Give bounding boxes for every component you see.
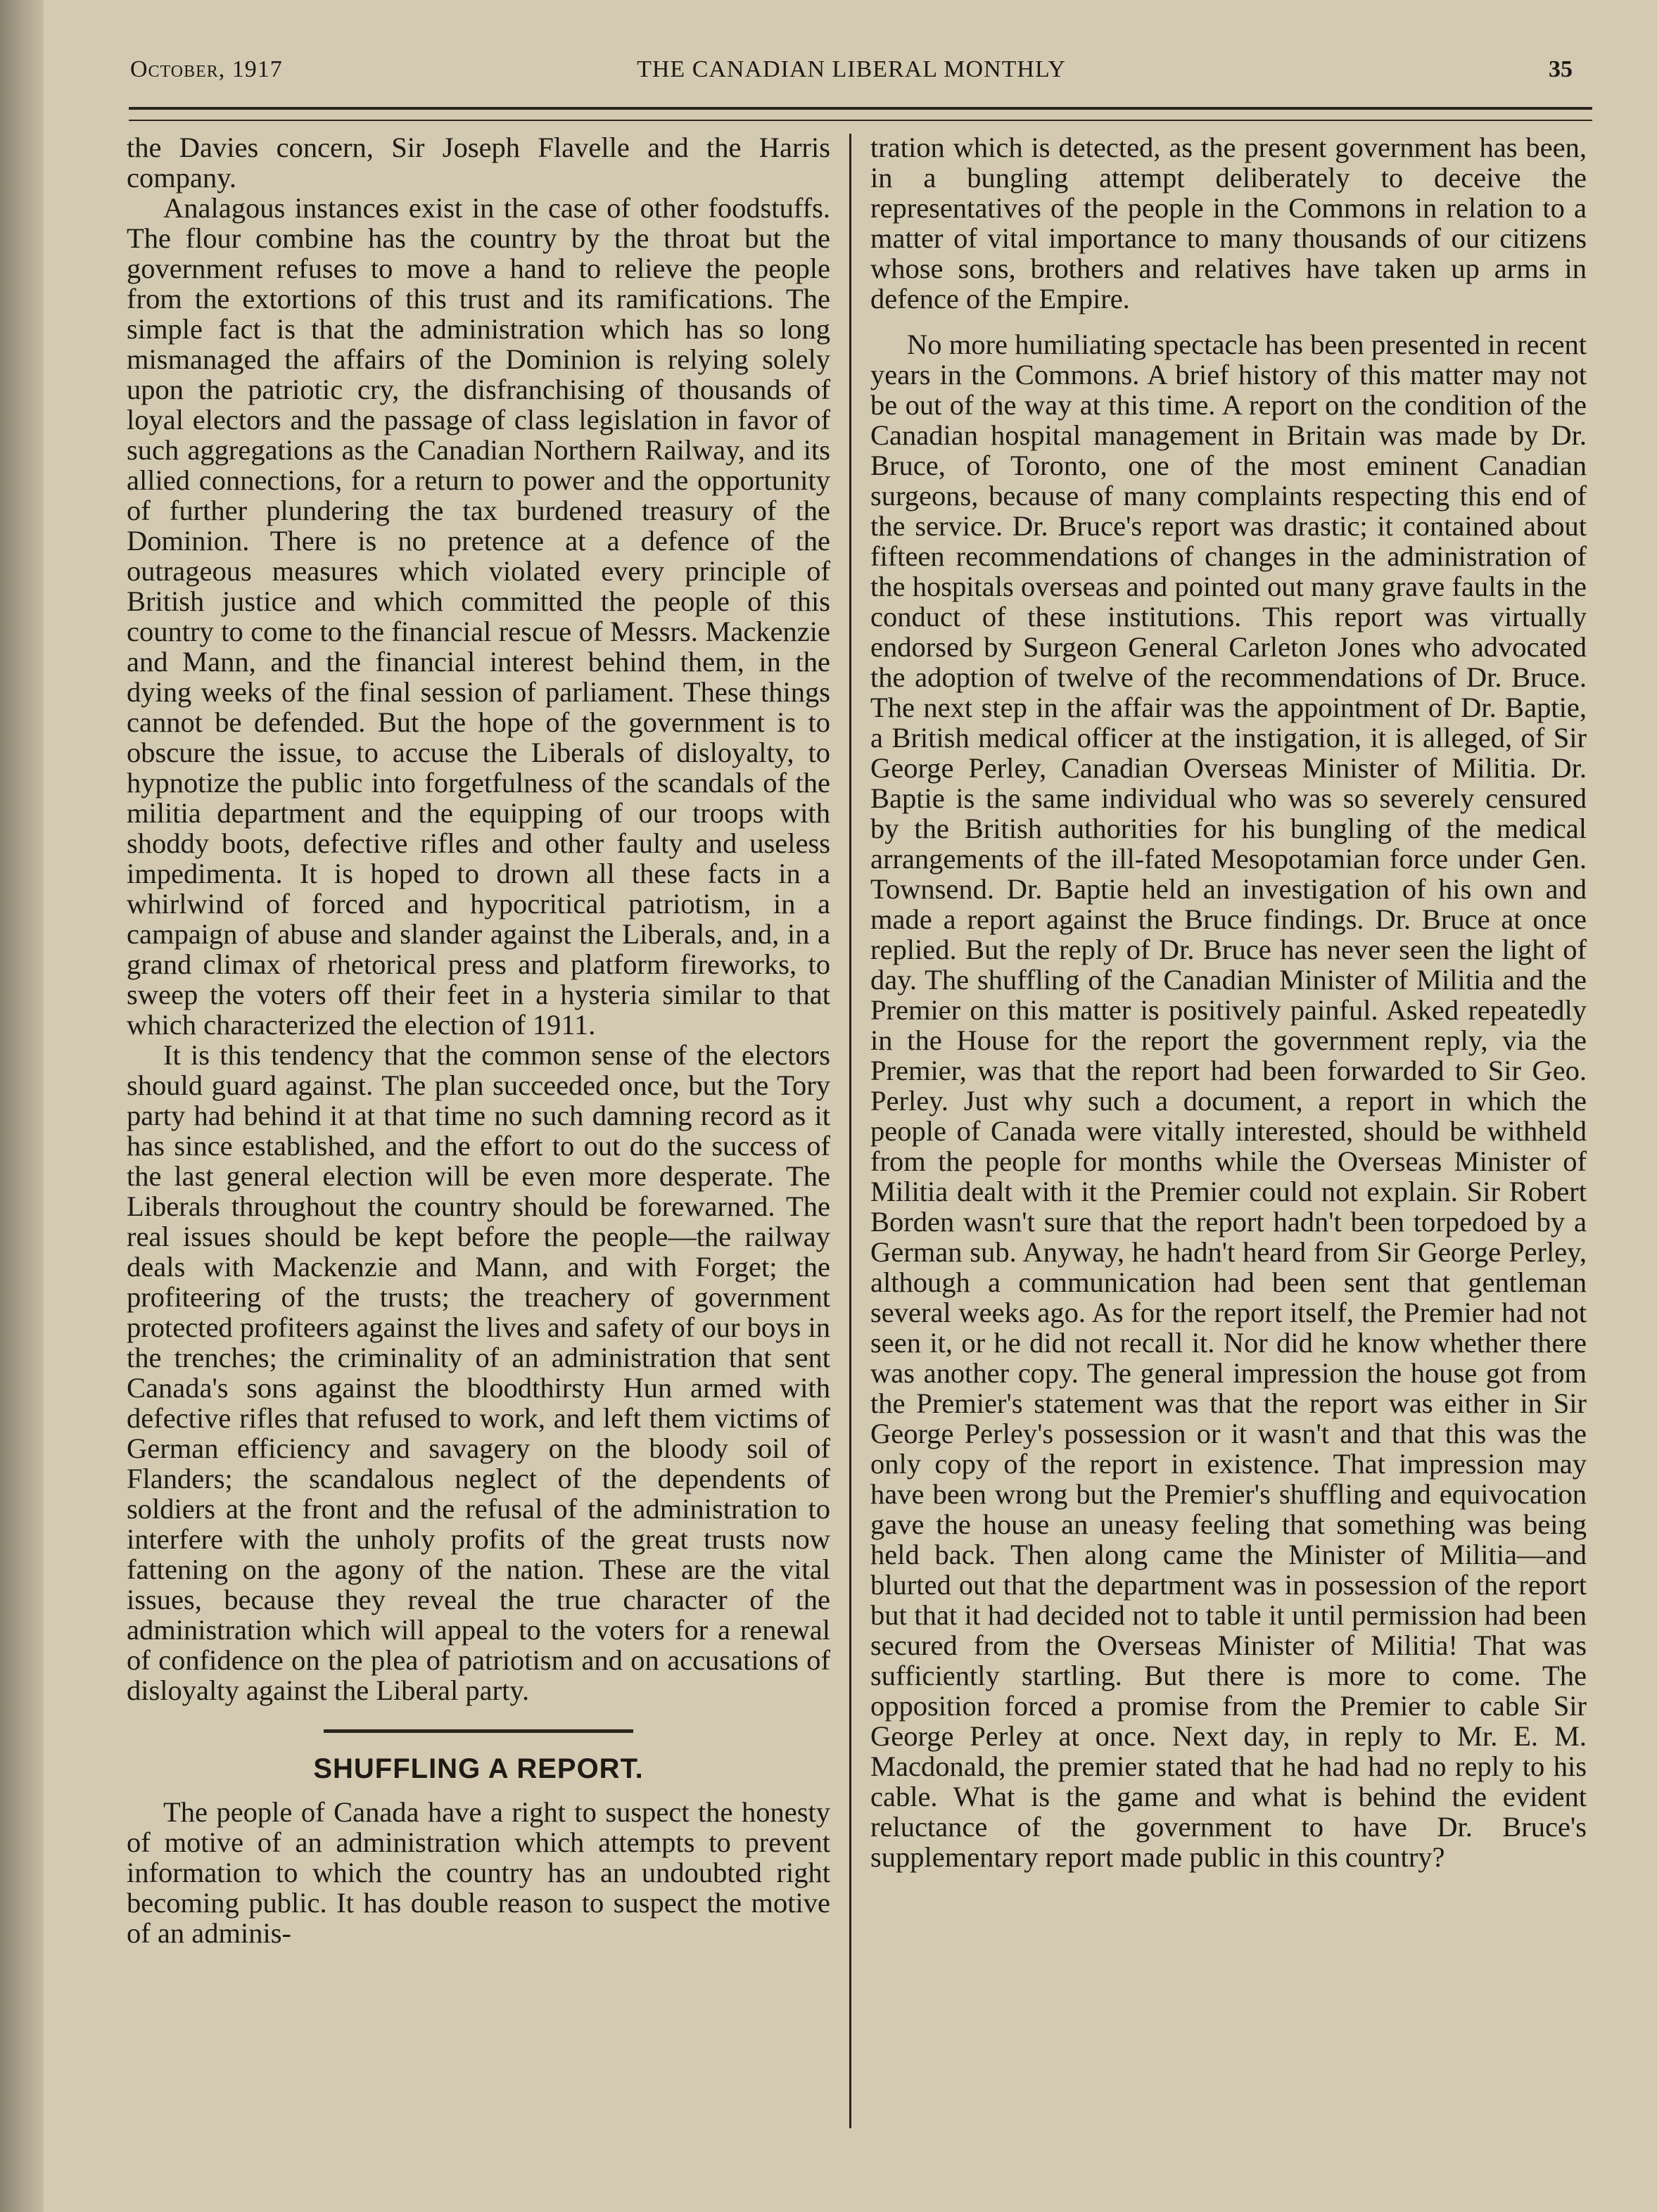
section-heading: SHUFFLING A REPORT. — [313, 1753, 644, 1784]
paragraph: Analagous instances exist in the case of other foodstuffs. The flour combine has the country by the throat but the government refuses to move a hand to relieve the people from the extortions of this trust and its ramifications. The simple fact is that the administration which has so long mismanaged the affairs of the Dominion is relying solely upon the patriotic cry, the disfranchising of thousands of loyal electors and the passage of class legislation in favor of such aggregations as the Canadian Northern Railway, and its allied connections, for a return to power and the opportunity of further plundering the tax burdened treasury of the Dominion. There is no pretence at a defence of the outrageous measures which violated every principle of British justice and which committed the people of this country to come to the financial rescue of Messrs. Mackenzie and Mann, and the financial interest behind them, in the dying weeks of the final session of parliament. These things cannot be defended. But the hope of the government is to obscure the issue, to accuse the Liberals of disloyalty, to hypnotize the public into forgetfulness of the scandals of the militia department and the equipping of our troops with shoddy boots, defective rifles and other faulty and useless impedimenta. It is hoped to drown all these facts in a whirlwind of forced and hypocritical patriotism, in a campaign of abuse and slander against the Liberals, and, in a grand climax of rhetorical press and platform fireworks, to sweep the voters off their feet in a hysteria similar to that which characterized the election of 1911. — [127, 192, 830, 1041]
issue-date: October, 1917 — [130, 56, 283, 82]
left-column — [127, 132, 830, 1948]
section-divider — [324, 1729, 633, 1733]
running-header — [130, 56, 1573, 93]
paragraph: tration which is detected, as the present government has been, in a bungling attempt deliberately to deceive the representatives of the people in the Commons in relation to a matter of vital importance to many thousands of our citizens whose sons, brothers and relatives have taken up arms in defence of the Empire. — [870, 132, 1587, 314]
binding-gutter — [0, 0, 44, 2212]
paragraph: It is this tendency that the common sense of the electors should guard against. The plan succeeded once, but the Tory party had behind it at that time no such damning record as it has since established, and the effort to out do the success of the last general election will be even more desperate. The Liberals throughout the country should be forewarned. The real issues should be kept before the people—the railway deals with Mackenzie and Mann, and with Forget; the profiteering of the trusts; the treachery of government protected profiteers against the lives and safety of our boys in the trenches; the criminality of an administration that sent Canada's sons against the bloodthirsty Hun armed with defective rifles that refused to work, and left them victims of German efficiency and savagery on the bloody soil of Flanders; the scandalous neglect of the dependents of soldiers at the front and the refusal of the administration to interfere with the unholy profits of the great trusts now fattening on the agony of the nation. These are the vital issues, because they reveal the true character of the administration which will appeal to the voters for a renewal of confidence on the plea of patriotism and on accusations of disloyalty against the Liberal party. — [127, 1039, 830, 1706]
publication-title: THE CANADIAN LIBERAL MONTHLY — [637, 56, 1066, 82]
column-divider — [849, 134, 851, 2128]
header-double-rule — [129, 107, 1592, 121]
right-column — [870, 132, 1587, 1872]
page-number: 35 — [1549, 56, 1573, 82]
paragraph: The people of Canada have a right to suspect the honesty of motive of an administration which attempts to prevent information to which the country has an undoubted right becoming public. It has double reason to suspect the motive of an adminis- — [127, 1796, 830, 1949]
paragraph: the Davies concern, Sir Joseph Flavelle and the Harris company. — [127, 132, 830, 193]
paragraph: No more humiliating spectacle has been presented in recent years in the Commons. A brief history of this matter may not be out of the way at this time. A report on the condition of the Canadian hospital management in Britain was made by Dr. Bruce, of Toronto, one of the most eminent Canadian surgeons, because of many complaints respecting this end of the service. Dr. Bruce's report was drastic; it contained about fifteen recommendations of changes in the administration of the hospitals overseas and pointed out many grave faults in the conduct of these institutions. This report was virtually endorsed by Surgeon General Carleton Jones who advocated the adoption of twelve of the recommendations of Dr. Bruce. The next step in the affair was the appointment of Dr. Baptie, a British medical officer at the instigation, it is alleged, of Sir George Perley, Canadian Overseas Minister of Militia. Dr. Baptie is the same individual who was so severely censured by the British authorities for his bungling of the medical arrangements of the ill-fated Mesopotamian force under Gen. Townsend. Dr. Baptie held an investigation of his own and made a report against the Bruce findings. Dr. Bruce at once replied. But the reply of Dr. Bruce has never seen the light of day. The shuffling of the Canadian Minister of Militia and the Premier on this matter is positively painful. Asked repeatedly in the House for the report the government reply, via the Premier, was that the report had been forwarded to Sir Geo. Perley. Just why such a document, a report in which the people of Canada were vitally interested, should be withheld from the people for months while the Overseas Minister of Militia dealt with it the Premier could not explain. Sir Robert Borden wasn't sure that the report hadn't been torpedoed by a German sub. Anyway, he hadn't heard from Sir George Perley, although a communication had been sent that gentleman several weeks ago. As for the report itself, the Premier had not seen it, or he did not recall it. Nor did he know whether there was another copy. The general impression the house got from the Premier's statement was that the report was either in Sir George Perley's possession or it wasn't and that this was the only copy of the report in existence. That impression may have been wrong but the Premier's shuffling and equivocation gave the house an uneasy feeling that something was being held back. Then along came the Minister of Militia—and blurted out that the department was in possession of the report but that it had decided not to table it until permission had been secured from the Overseas Minister of Militia! That was sufficiently startling. But there is more to come. The opposition forced a promise from the Premier to cable Sir George Perley at once. Next day, in reply to Mr. E. M. Macdonald, the premier stated that he had had no reply to his cable. What is the game and what is behind the evident reluctance of the government to have Dr. Bruce's supplementary report made public in this country? — [870, 329, 1587, 1873]
